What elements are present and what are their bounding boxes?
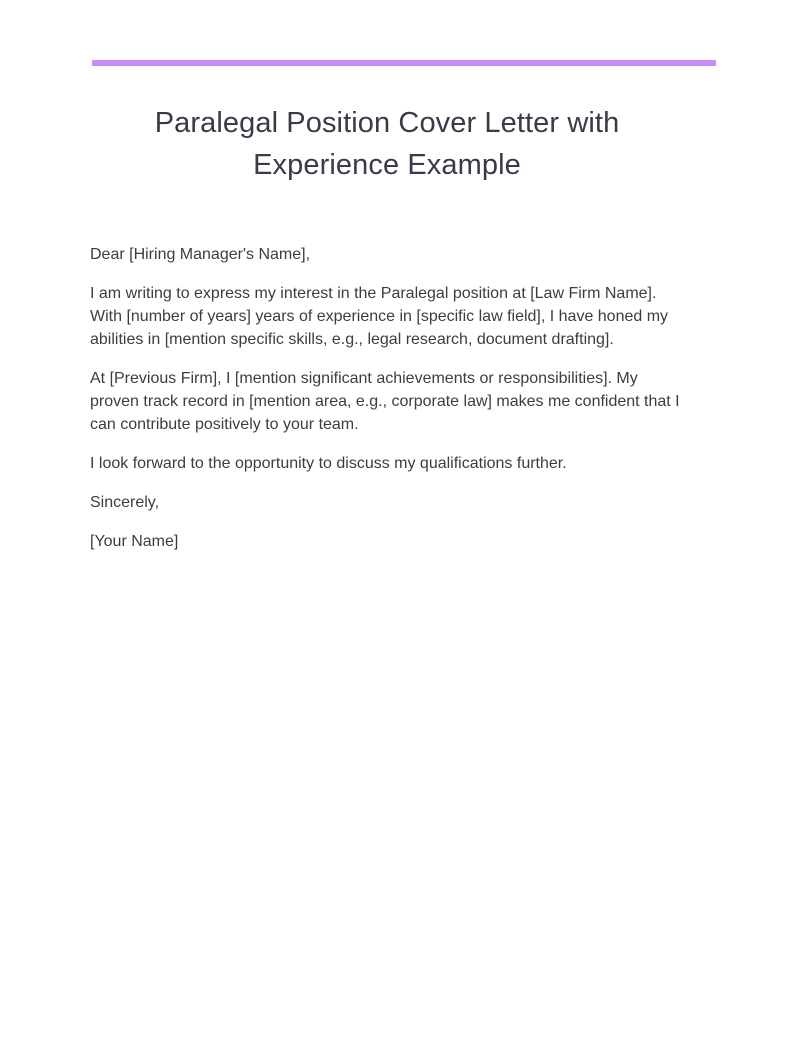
closing: Sincerely, <box>90 494 160 511</box>
paragraph-intro: I am writing to express my interest in the Paralegal position at [Law Firm Name]. With [number of years] years of experience in [specific law field], I have honed my abilities in [mention specific skills, e.g., legal research, document drafting]. <box>90 285 669 348</box>
page-title: Paralegal Position Cover Letter with Experience Example <box>154 107 620 181</box>
paragraph-closing-remark: I look forward to the opportunity to discuss my qualifications further. <box>90 455 567 472</box>
accent-bar <box>92 60 716 66</box>
letter-body <box>90 243 690 569</box>
paragraph-achievements: At [Previous Firm], I [mention significant achievements or responsibilities]. My proven track record in [mention area, e.g., corporate law] makes me confident that I can contribute positively to your team. <box>90 370 680 433</box>
signature: [Your Name] <box>90 533 179 550</box>
salutation: Dear [Hiring Manager's Name], <box>90 246 311 263</box>
